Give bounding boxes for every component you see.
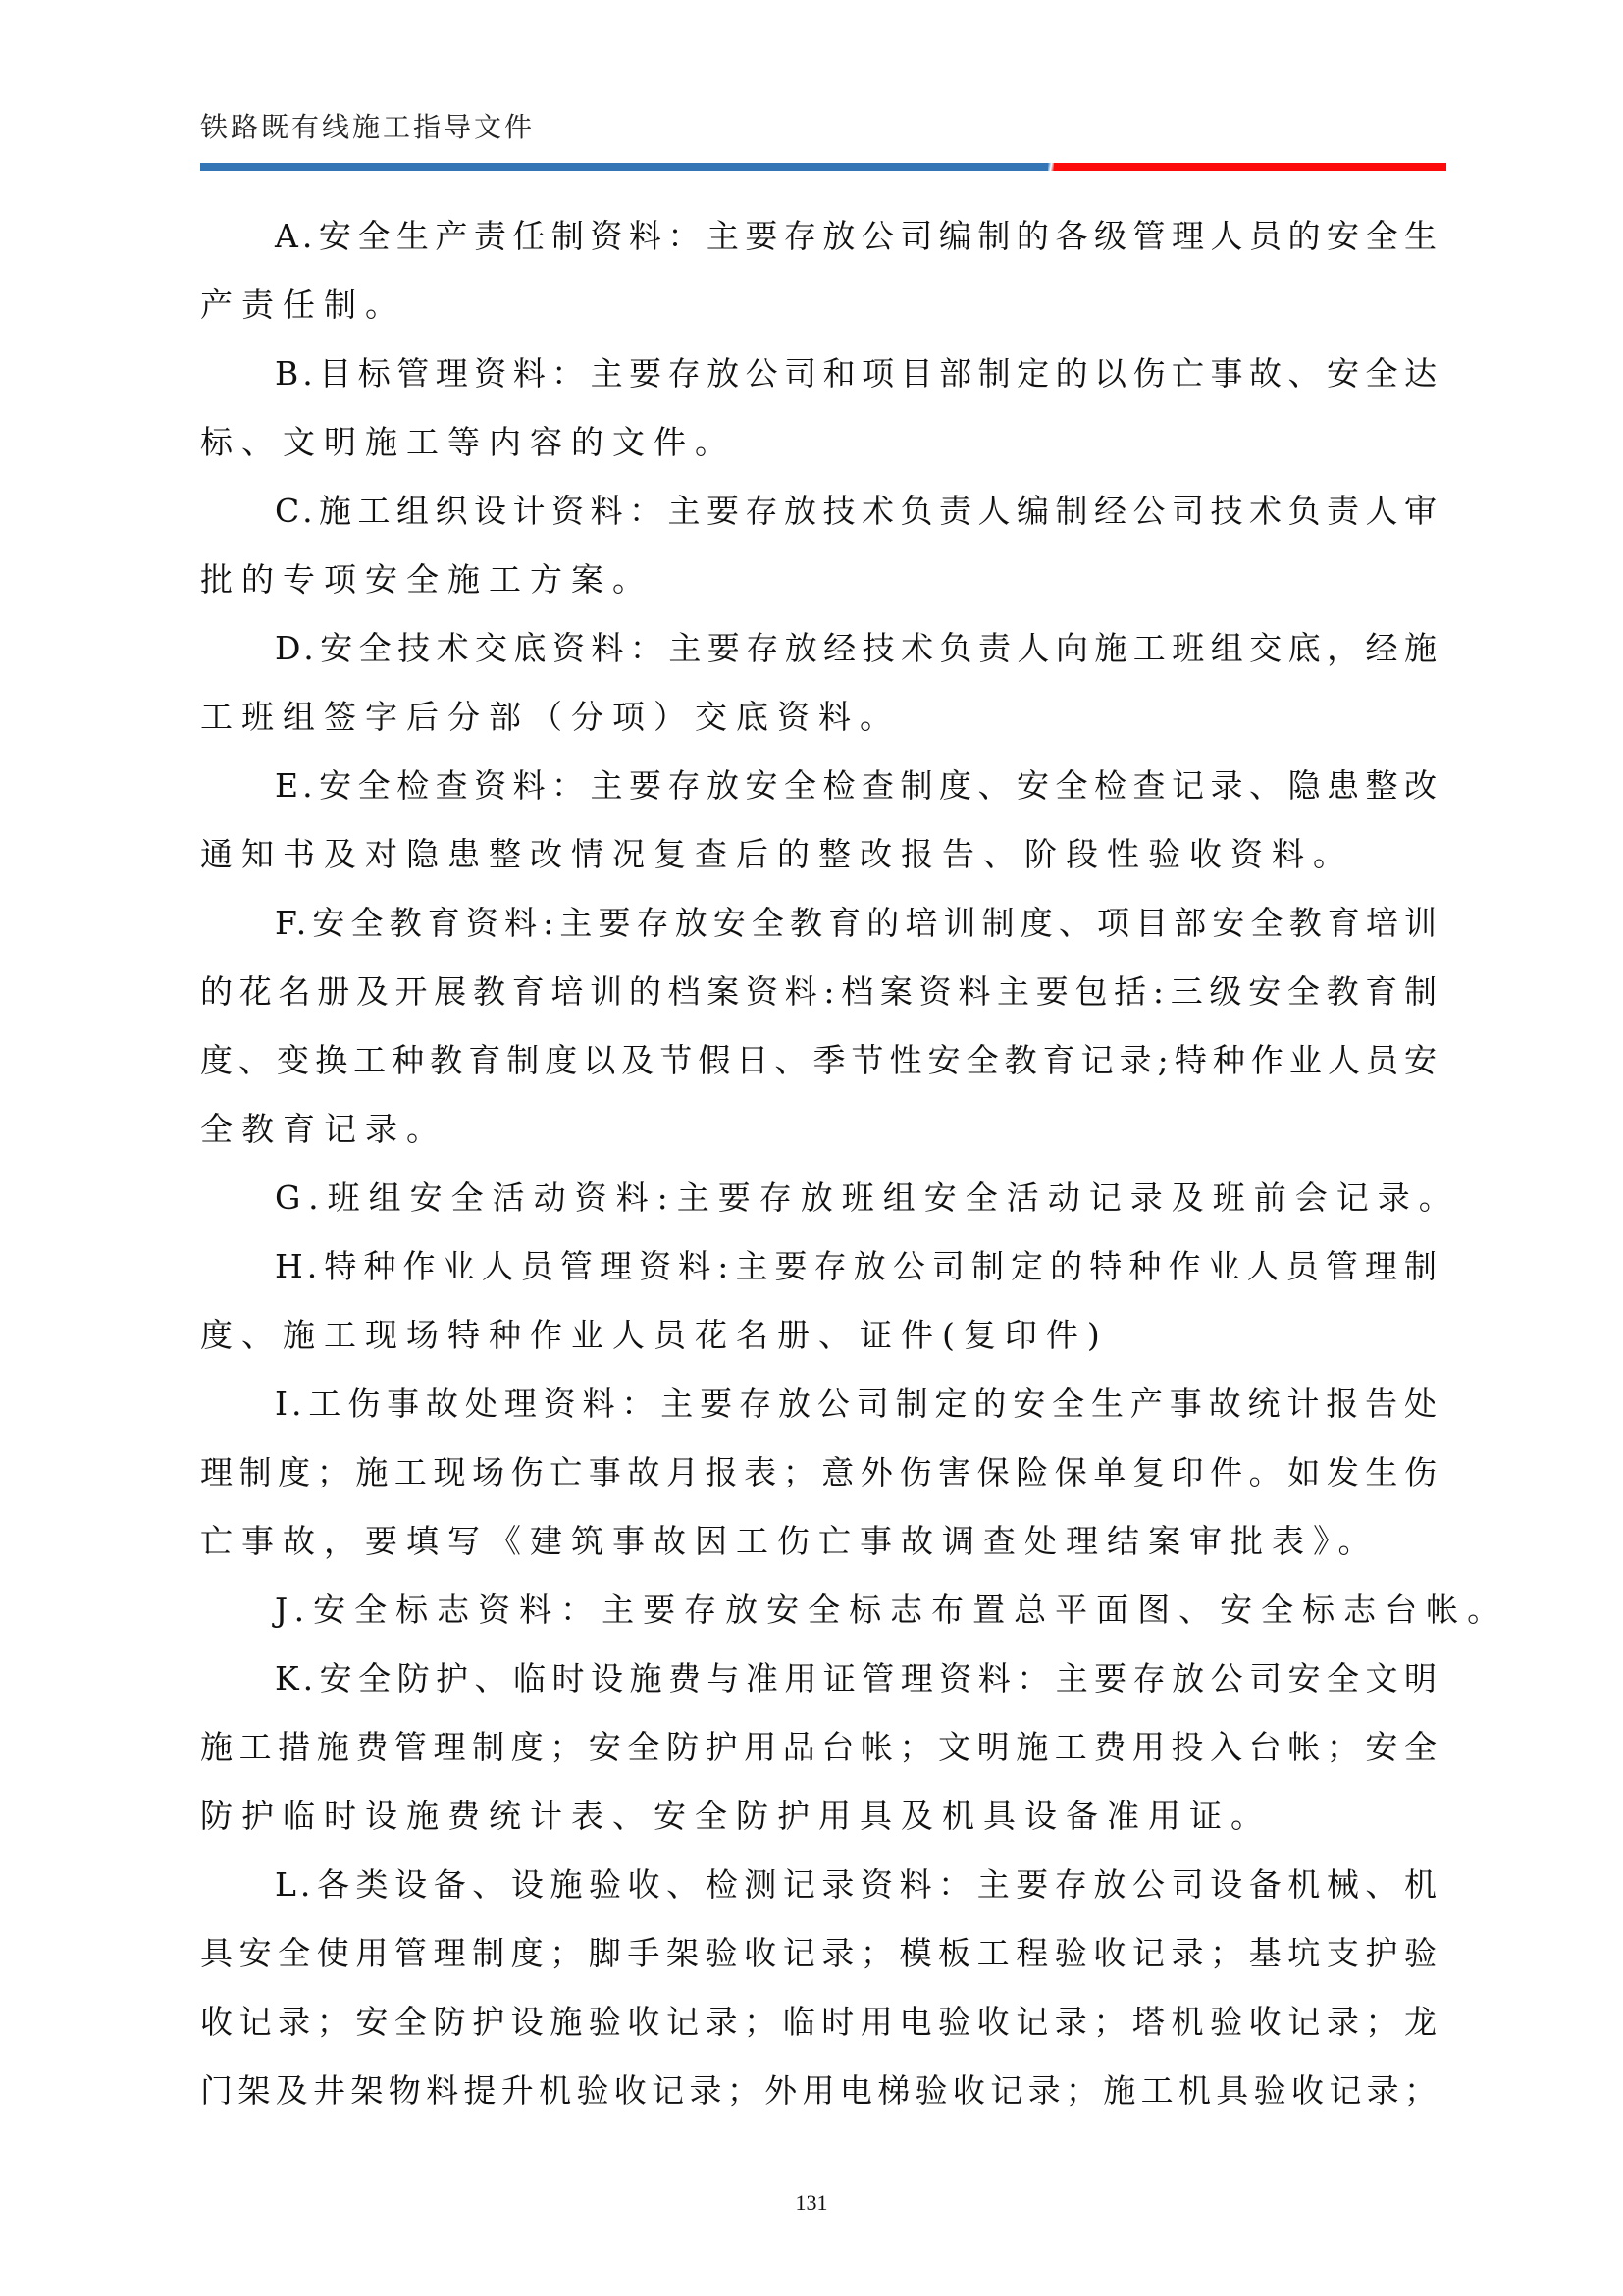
text-line: G.班组安全活动资料:主要存放班组安全活动记录及班前会记录。 — [275, 1178, 1460, 1217]
text-line: 产责任制。 — [200, 286, 406, 324]
paragraph — [200, 1164, 1460, 1232]
text-line: B.目标管理资料：主要存放公司和项目部制定的以伤亡事故、安全达 — [275, 354, 1440, 392]
paragraph — [200, 1370, 1440, 1576]
paragraph — [200, 752, 1440, 889]
text-line: K.安全防护、临时设施费与准用证管理资料：主要存放公司安全文明 — [275, 1659, 1440, 1697]
text-line: 理制度；施工现场伤亡事故月报表；意外伤害保险保单复印件。如发生伤 — [200, 1453, 1440, 1491]
text-line: 的花名册及开展教育培训的档案资料:档案资料主要包括:三级安全教育制 — [200, 972, 1440, 1011]
text-line: 工班组签字后分部（分项）交底资料。 — [200, 698, 901, 736]
text-line: 标、文明施工等内容的文件。 — [200, 423, 736, 461]
text-line: A.安全生产责任制资料：主要存放公司编制的各级管理人员的安全生 — [275, 217, 1440, 255]
text-line: 防护临时设施费统计表、安全防护用具及机具设备准用证。 — [200, 1797, 1272, 1835]
text-line: 通知书及对隐患整改情况复查后的整改报告、阶段性验收资料。 — [200, 835, 1354, 873]
page-number: 131 — [795, 2190, 828, 2215]
paragraph — [200, 614, 1440, 752]
paragraph — [200, 1644, 1440, 1851]
header-divider-bar — [200, 163, 1446, 171]
text-line: D.安全技术交底资料：主要存放经技术负责人向施工班组交底，经施 — [275, 629, 1440, 667]
text-line: E.安全检查资料：主要存放安全检查制度、安全检查记录、隐患整改 — [275, 766, 1440, 805]
paragraph — [200, 1851, 1440, 2125]
divider-blue-segment — [200, 163, 1048, 171]
text-line: L.各类设备、设施验收、检测记录资料：主要存放公司设备机械、机 — [275, 1865, 1440, 1904]
text-line: I.工伤事故处理资料：主要存放公司制定的安全生产事故统计报告处 — [275, 1384, 1440, 1423]
text-line: 具安全使用管理制度；脚手架验收记录；模板工程验收记录；基坑支护验 — [200, 1934, 1440, 1972]
paragraph — [200, 889, 1440, 1164]
divider-red-segment — [1054, 163, 1446, 171]
text-line: 施工措施费管理制度；安全防护用品台帐；文明施工费用投入台帐；安全 — [200, 1728, 1440, 1766]
paragraph — [200, 1232, 1440, 1370]
text-line: C.施工组织设计资料：主要存放技术负责人编制经公司技术负责人审 — [275, 492, 1440, 530]
text-line: 亡事故，要填写《建筑事故因工伤亡事故调查处理结案审批表》。 — [200, 1522, 1380, 1560]
text-line: 全教育记录。 — [200, 1110, 447, 1148]
text-line: F.安全教育资料:主要存放安全教育的培训制度、项目部安全教育培训 — [275, 904, 1440, 942]
text-line: 门架及井架物料提升机验收记录；外用电梯验收记录；施工机具验收记录； — [200, 2071, 1440, 2110]
text-line: 批的专项安全施工方案。 — [200, 560, 654, 599]
paragraph — [200, 202, 1440, 339]
text-line: H.特种作业人员管理资料:主要存放公司制定的特种作业人员管理制 — [275, 1247, 1440, 1285]
text-line: 度、变换工种教育制度以及节假日、季节性安全教育记录;特种作业人员安 — [200, 1041, 1440, 1079]
text-line: 度、施工现场特种作业人员花名册、证件(复印件) — [200, 1316, 1109, 1354]
paragraph — [200, 477, 1440, 614]
paragraph — [200, 1576, 1509, 1644]
paragraph — [200, 339, 1440, 477]
running-header-title: 铁路既有线施工指导文件 — [200, 111, 536, 143]
text-line: J.安全标志资料：主要存放安全标志布置总平面图、安全标志台帐。 — [275, 1591, 1509, 1629]
document-body — [200, 202, 1509, 2125]
text-line: 收记录；安全防护设施验收记录；临时用电验收记录；塔机验收记录；龙 — [200, 2003, 1440, 2041]
